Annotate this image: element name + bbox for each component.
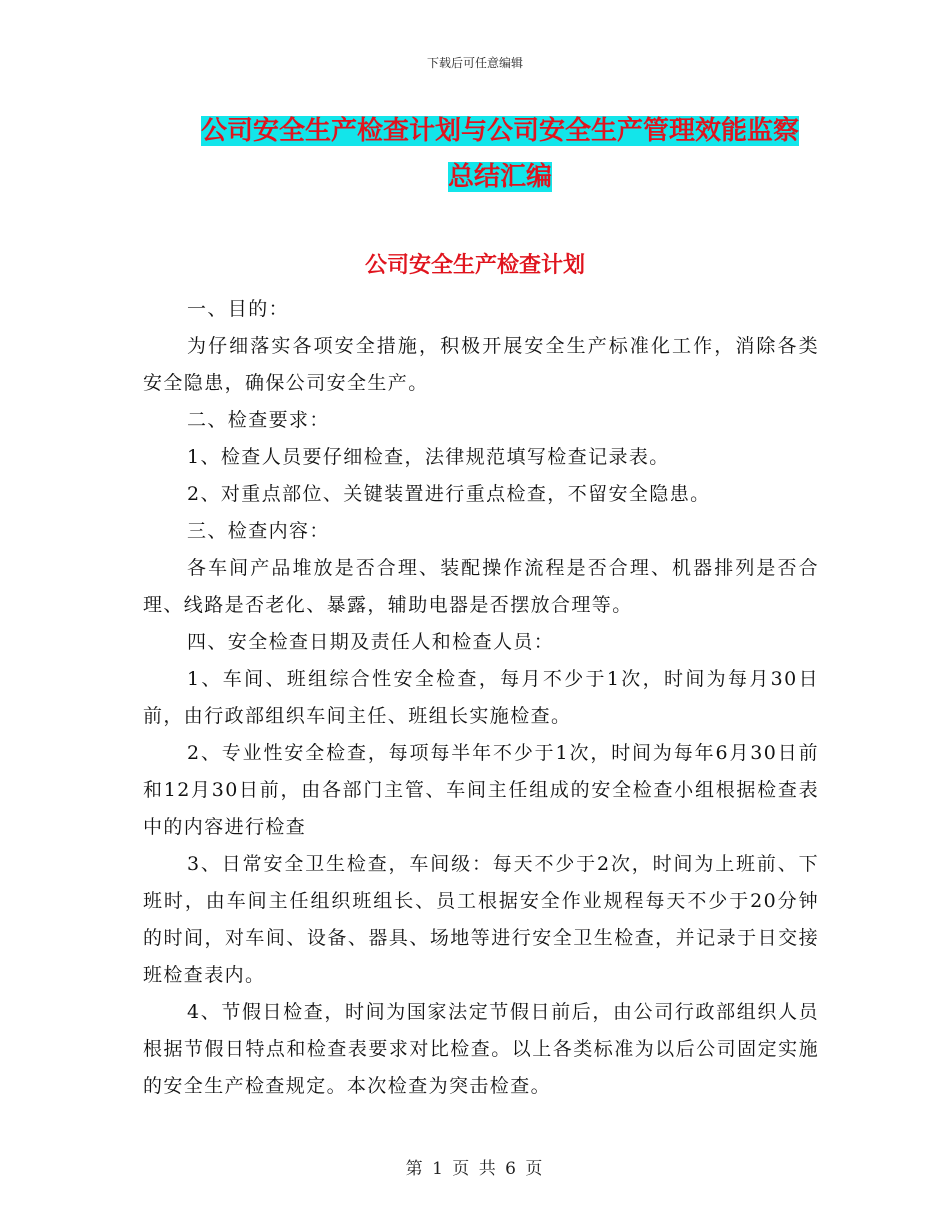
paragraph-requirement-1: 1、检查人员要仔细检查，法律规范填写检查记录表。 (187, 446, 670, 468)
paragraph-schedule-4: 4、节假日检查，时间为国家法定节假日前后，由公司行政部组织人员根据节假日特点和检查表要求对比检查。以上各类标准为以后公司固定实施的安全生产检查规定。本次检查为突击检查。 (143, 1001, 819, 1097)
paragraph-content-text: 各车间产品堆放是否合理、装配操作流程是否合理、机器排列是否合理、线路是否老化、暴露，辅助电器是否摆放合理等。 (143, 557, 819, 616)
page-footer: 第 1 页 共 6 页 (405, 1159, 545, 1179)
header-note: 下载后可任意编辑 (426, 56, 523, 70)
section-title: 公司安全生产检查计划 (364, 253, 585, 278)
paragraph-purpose-text: 为仔细落实各项安全措施，积极开展安全生产标准化工作，消除各类安全隐患，确保公司安全生产。 (143, 335, 819, 394)
paragraph-requirements-heading: 二、检查要求： (187, 409, 330, 431)
paragraph-content-heading: 三、检查内容： (187, 520, 330, 542)
paragraph-requirement-2: 2、对重点部位、关键装置进行重点检查，不留安全隐患。 (187, 483, 711, 505)
paragraph-schedule-heading: 四、安全检查日期及责任人和检查人员： (187, 631, 555, 653)
document-body (143, 291, 819, 1105)
paragraph-schedule-1: 1、车间、班组综合性安全检查，每月不少于1次，时间为每月30日前，由行政部组织车间主任、班组长实施检查。 (143, 668, 819, 727)
document-title (140, 108, 860, 200)
paragraph-purpose-heading: 一、目的： (187, 298, 290, 320)
paragraph-schedule-2: 2、专业性安全检查，每项每半年不少于1次，时间为每年6月30日前和12月30日前，由各部门主管、车间主任组成的安全检查小组根据检查表中的内容进行检查 (143, 742, 819, 838)
document-title-line-2: 总结汇编 (447, 162, 552, 192)
document-title-line-1: 公司安全生产检查计划与公司安全生产管理效能监察 (200, 116, 799, 146)
paragraph-schedule-3: 3、日常安全卫生检查，车间级：每天不少于2次，时间为上班前、下班时，由车间主任组织班组长、员工根据安全作业规程每天不少于20分钟的时间，对车间、设备、器具、场地等进行安全卫生检查，并记录于日交接班检查表内。 (143, 853, 819, 986)
